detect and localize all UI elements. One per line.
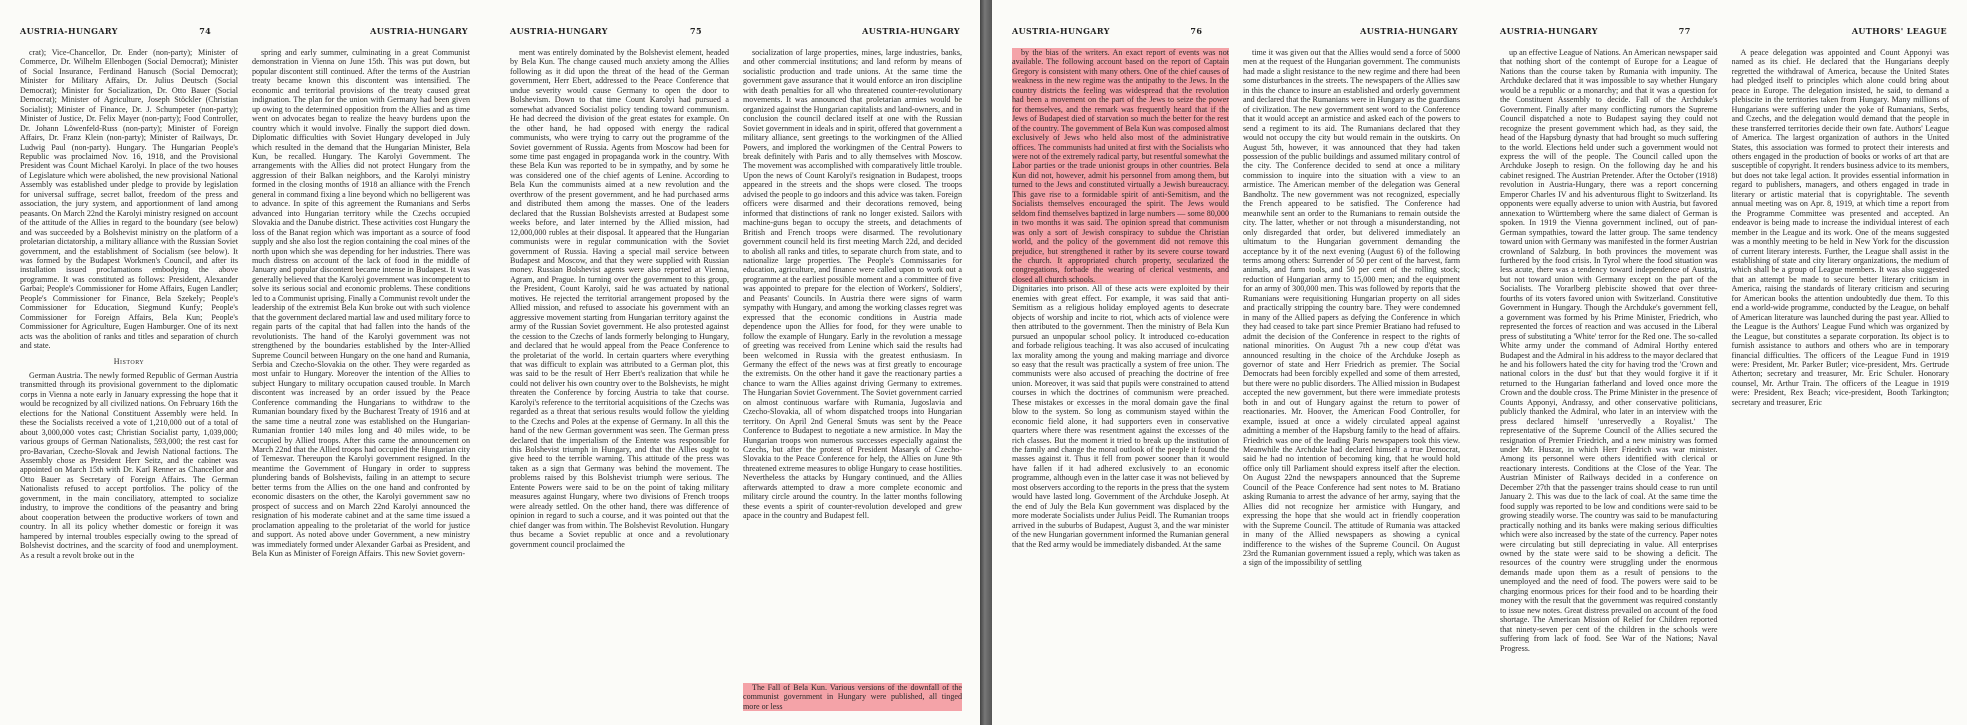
running-head-right: AUSTRIA-HUNGARY xyxy=(370,26,468,36)
body-paragraph: up an effective League of Nations. An American newspaper said that nothing short of the contempt of Europe for a League of Nations than the course taken by Rumania with impunity. The Archduke declared that it was impossible to say whether Hungary would be a republic or a monarchy; and that it was a question for the Constituent Assembly to decide. Fall of the Archduke's Government. Finally after many conflicting rumors the Supreme Council dispatched a note to Budapest saying they could not recognize the present government which had, as they said, the head of the Hapsburg dynasty that had brought so much suffering to the world. Elections held under such a government would not express the will of the people. The Council called upon the Archduke Joseph to resign. On the following day he and his cabinet resigned. The Austrian Pretender. After the October (1918) revolution in Austria-Hungary, there was a report concerning Emperor Charles IV and his adventurous flight to Switzerland. Its opponents were equally adverse to union with Austria, but favored annexation to Württemberg where the same dialect of German is spoken. In 1919 the Vienna government inclined, out of pan-German sympathies, toward the latter group. The same tendency toward union with Germany was manifested in the former Austrian crownland of Salzburg. In both provinces the movement was furthered by the food crisis. In Tyrol where the food situation was less acute, there was a tendency toward independence of Austria, but not toward union with Germany except on the part of the Socialists. The Vorarlberg plebiscite showed that over three-fourths of its voters favored union with Switzerland. Constitutive Government in Hungary. Though the Archduke's government fell, a government was formed by his Prime Minister, Friedrich, who represented the forces of reaction and was accused in the Liberal press of substituting a 'White' terror for the Red one. The so-called White army under the command of Admiral Horthy entered Budapest and the Admiral in his address to the mayor declared that he and his followers hated the city for having trod the 'Crown and national colors in the dust' but that they would forgive it if it returned to the Hungarian fatherland and loved once more the Crown and the double cross. The Prime Minister in the presence of Counts Apponyi, Andrassy, and other conservative politicians, publicly thanked the Admiral, who later in an interview with the press declared himself 'unreservedly a Royalist.' The representative of the Supreme Council of the Allies secured the resignation of Premier Friedrich, and a new ministry was formed under Mr. Huszar, in which Herr Friedrich was war minister. Among its personnel were others identified with clerical or reactionary interests. Conditions at the Close of the Year. The Austrian Minister of Railways decided in a conference on December 27th that the passenger trains should cease to run until January 2. This was due to the lack of coal. At the same time the food supply was reported to be low and conditions were said to be growing steadily worse. The country was said to be manufacturing practically nothing and its banks were making serious difficulties which were also increased by the state of the currency. Paper notes were circulating but still depreciating in value. All enterprises owned by the state were said to be showing a deficit. The resources of the country were struggling under the enormous demands made upon them as a result of pensions to the unemployed and the need of food. The powers were said to be charging enormous prices for their food and to be hoarding their money with the result that the government was required constantly to issue new notes. Great distress prevailed on account of the food shortage. The American Mission of Relief for Children reported that ninety-seven per cent of the children in the schools were suffering from lack of food. See War of the Nations; Naval Progress. xyxy=(1500,48,1718,653)
running-head xyxy=(20,26,468,38)
running-head xyxy=(510,26,960,38)
running-head-left: AUSTRIA-HUNGARY xyxy=(20,26,118,36)
text-columns xyxy=(20,48,470,711)
page-number: 74 xyxy=(199,26,212,36)
section-heading-history: History xyxy=(113,356,145,366)
text-column-left xyxy=(510,48,729,711)
text-column-left xyxy=(1500,48,1718,711)
text-column-left xyxy=(1012,48,1229,711)
text-columns xyxy=(510,48,962,711)
body-paragraph: German Austria. The newly formed Republic of German Austria transmitted through its provisional government to the diplomatic corps in Vienna a note early in January expressing the hope that it would be recognized by all civilized nations. On February 16th the elections for the National Constituent Assembly were held. In these the Socialists received a vote of 1,210,000 out of a total of about 3,000,000 votes cast; Christian Socialist party, 1,039,000; various groups of German Nationalists, 593,000; the rest cast for pro-Bavarian, Czecho-Slovak and Jewish National factions. The Assembly chose as President Herr Seitz, and the cabinet was appointed on March 15th with Dr. Karl Renner as Chancellor and Otto Bauer as Secretary of Foreign Affairs. The German Nationalists refused to accept portfolios. The policy of the government, in the main conciliatory, attempted to socialize industry, to improve the conditions of the peasantry and bring about cooperation between the productive workers of town and country. In all its policy whether domestic or foreign it was hampered by internal troubles especially owing to the spread of Bolshevist doctrines, and the scarcity of food and unemployment. As a result a revolt broke out in the xyxy=(20,370,238,560)
body-paragraph: crat); Vice-Chancellor, Dr. Ender (non-party); Minister of Commerce, Dr. Wilhelm Ellenbogen (Social Democrat); Minister of Social Insurance, Ferdinand Hanusch (Social Democrat); Minister for Military Affairs, Dr. Julius Deutsch (Social Democrat); Minister for Socialization, Dr. Otto Bauer (Social Democrat); Minister of Agriculture, Joseph Stöckler (Christian Socialist); Minister of Finance, Dr. J. Schumpeter (non-party); Minister of Justice, Dr. Felix Mayer (non-party); Food Controller, Dr. Johann Löwenfeld-Russ (non-party); Minister of Foreign Affairs, Dr. Franz Klein (non-party); Minister of Railways, Dr. Ludwig Paul (non-party). Hungary. The Hungarian People's Republic was proclaimed Nov. 16, 1918, and the Provisional President was Count Michael Karolyi. In place of the two houses of Legislature which were abolished, the new provisional National Assembly was established under pledge to provide by legislation for universal suffrage, secret ballot, freedom of the press and association, the jury system, and apportionment of land among peasants. On March 22nd the Karolyi ministry resigned on account of the attitude of the Allies in regard to the boundary (see below) and was succeeded by a Bolshevist ministry on the platform of a proletarian dictatorship, a military alliance with the Russian Soviet government, and the establishment of Socialism (see below). It was formed by the Budapest Workmen's Council, and after its installation issued proclamations embodying the above programme. It was constituted as follows: President, Alexander Garbai; People's Commissioner for Home Affairs, Eugen Landler; People's Commissioner for Finance, Bela Szekely; People's Commissioner for Education, Siegmund Kunfy; People's Commissioner for Foreign Affairs, Bela Kun; People's Commissioner for Agriculture, Eugen Hamburger. One of its next acts was the abolition of ranks and titles and separation of church and state. xyxy=(20,48,238,351)
body-paragraph: socialization of large properties, mines, large industries, banks, and other commercial institutions; and land reform by means of socialistic production and trade unions. At the same time the government gave assurance that it would enforce an iron discipline with death penalties for all who threatened counter-revolutionary movements. It was announced that proletarian armies would be organized against the Hungarian capitalists and land-owners, and in conclusion the council declared itself at one with the Russian Soviet government in ideals and in spirit, offered that government a military alliance, sent greetings to the workingmen of the Allied Powers, and implored the workingmen of the Central Powers to break definitely with Paris and to ally themselves with Moscow. The movement was accomplished with comparatively little trouble. Upon the news of Count Karolyi's resignation in Budapest, troops appeared in the streets and the shops were closed. The troops advised the people to go indoors and this advice was taken. Foreign officers were disarmed and their decorations removed, being informed that distinctions of rank no longer existed. Sailors with machine-guns began to occupy the streets, and detachments of British and French troops were disarmed. The revolutionary government council held its first meeting March 22d, and decided to abolish all ranks and titles, to separate church from state, and to nationalize large properties. The People's Commissaries for education, agriculture, and finance were called upon to work out a programme at the earliest possible moment and a committee of five was appointed to prepare for the election of Workers', Soldiers', and Peasants' Councils. In Austria there were signs of warm sympathy with Hungary, and among the working classes regret was expressed that the economic conditions in Austria made dependence upon the Allies for food, for they were unable to follow the example of Hungary. Early in the revolution a message of greeting was received from Lenine which said the results had been welcomed in Russia with the greatest enthusiasm. In Germany the effect of the news was at first greatly to encourage the extremists. On the other hand it gave the reactionary parties a chance to warn the Allies against driving Germany to extremes. The Hungarian Soviet Government. The Soviet government carried on almost continuous warfare with Rumania, Jugoslavia and Czecho-Slovakia, all of whom dispatched troops into Hungarian territory. On April 2nd General Smuts was sent by the Peace Conference to Budapest to negotiate a new armistice. In May the Hungarian troops won numerous successes especially against the Czechs, but after the protest of President Masaryk of Czecho-Slovakia to the Peace Conference for help, the Allies on June 9th threatened extreme measures to oblige Hungary to cease hostilities. Nevertheless the attacks by Hungary continued, and the Allies afterwards attempted to draw a more complete economic and military circle around the country. In the latter months following these events a spirit of counter-revolution developed and grew apace in the country and Budapest fell. xyxy=(743,48,962,521)
body-paragraph: Dignitaries into prison. All of these acts were exploited by their enemies with great effect. For example, it was said that anti-Semitism as a religious holiday employed agents to desecrate objects of worship and incite to riot, which acts of violence were then attributed to the government. Then the ministry of Bela Kun pursued an unpopular school policy. It introduced co-education and forbade religious teaching. It was also accused of inculcating lax morality among the young and making marriage and divorce so easy that the result was practically a system of free union. The communists were also accused of preaching the doctrine of free union. Moreover, it was said that pupils were constrained to attend courses in which the doctrines of communism were preached. These mistakes or excesses in the moral domain gave the final blow to the system. So long as communism stayed within the economic field alone, it had supporters even in conservative quarters where there was resentment against the excesses of the rich classes. But the moment it tried to break up the institution of the family and change the moral outlook of the people it found the masses against it. Thus it fell from power sooner than it would have fallen if it had adhered exclusively to an economic programme, although even in the latter case it was not believed by most observers according to the reports in the press that the system would have lasted long. Government of the Archduke Joseph. At the end of July the Bela Kun government was displaced by the more moderate Socialists under Julius Peidl. The Rumanian troops arrived in the suburbs of Budapest, August 3, and the war minister of the new Hungarian government informed the Rumanian general that the Red army would be immediately disbanded. At the same xyxy=(1012,284,1229,549)
text-column-right xyxy=(252,48,470,711)
running-head-right: AUSTRIA-HUNGARY xyxy=(862,26,960,36)
page-77 xyxy=(1480,8,1967,719)
text-columns xyxy=(1500,48,1949,711)
text-column-right xyxy=(1732,48,1950,711)
text-column-right xyxy=(743,48,962,711)
running-head-right: AUTHORS' LEAGUE xyxy=(1851,26,1947,36)
page-76 xyxy=(992,8,1478,719)
text-column-right xyxy=(1243,48,1460,711)
page-number: 77 xyxy=(1678,26,1691,36)
body-paragraph: ment was entirely dominated by the Bolshevist element, headed by Bela Kun. The change caused much anxiety among the Allies following as it did upon the threat of the head of the German government, Herr Ebert, addressed to the Peace Conference that undue severity would cause Germany to open the door to Bolshevism. Down to that time Count Karolyi had pursued a somewhat advanced Socialist policy tending toward communism. He had decreed the division of the great estates for example. On the other hand, he had opposed with energy the radical communists, who were trying to carry out the programme of the Soviet government of Russia. Agents from Moscow had been for some time past engaged in propaganda work in the country. With these Bela Kun was reported to be in sympathy, and by some he was considered one of the chief agents of Lenine. According to Bela Kun the communists aimed at a new revolution and the overthrow of the present government, and he had purchased arms and distributed them among the masses. One of the leaders declared that the Russian Bolshevists arrested at Budapest some weeks before, and later interned by the Allied mission, had 12,000,000 rubles at their disposal. It appeared that the Hungarian communists were in regular communication with the Soviet government of Russia. Having a special mail service between Budapest and Moscow, and that they were supplied with Russian money. Russian Bolshevist agents were also reported at Vienna, Agram, and Prague. In turning over the government to this group, the President, Count Karolyi, said he was actuated by national motives. He rejected the territorial arrangement proposed by the Allied mission, and refused to associate his government with an aggressive movement starting from Hungarian territory against the army of the Russian Soviet government. He also protested against the cession to the Czechs of lands formerly belonging to Hungary, and declared that he would appeal from the Peace Conference to the proletariat of the world. In certain quarters where everything that was difficult to explain was attributed to a German plot, this was said to be the result of Herr Ebert's realization that while he could not deliver his own country over to the Bolshevists, he might threaten the Conference by forcing Austria to take that course. Karolyi's reference to the territorial acquisitions of the Czechs was regarded as a threat that serious results would follow the yielding to the Czechs and Poles at the expense of Germany. In all this the hand of the new German government was seen. The German press declared that the imperialism of the Entente was responsible for this Bolshevist triumph in Hungary, and that the Allies ought to give heed to the terrible warning. This attitude of the press was taken as a sign that Germany was behind the movement. The problems raised by this Bolshevist triumph were serious. The Entente Powers were said to be on the point of taking military measures against Hungary, where two divisions of French troops were already settled. On the other hand, there was difference of opinion in regard to such a course, and it was pointed out that the chief danger was from within. The Bolshevist Revolution. Hungary thus became a Soviet republic at once and a revolutionary government council proclaimed the xyxy=(510,48,729,549)
running-head-left: AUSTRIA-HUNGARY xyxy=(1500,26,1598,36)
text-column-left xyxy=(20,48,238,711)
left-page-spread xyxy=(0,0,980,725)
body-paragraph: spring and early summer, culminating in a great Communist demonstration in Vienna on June 15th. This was put down, but popular discontent still continued. After the terms of the Austrian treaty became known this discontent was intensified. The economic and territorial provisions of the treaty caused great indignation. The plan for the union with Germany had been given up owing to the determined opposition from the Allies and as time went on advocates began to realize the heavy burdens upon the country which it would involve. Finally the support died down. Diplomatic difficulties with Soviet Hungary developed in July which resulted in the demand that the Hungarian Minister, Bela Kun, be recalled. Hungary. The Karolyi Government. The arrangements with the Allies did not protect Hungary from the aggression of their Balkan neighbors, and the Karolyi ministry formed in the closing months of 1918 an alliance with the French general in command fixing a line beyond which no belligerent was to advance. In spite of this agreement the Rumanians and Serbs advanced into Hungarian territory while the Czechs occupied Slovakia and the Danube district. These activities cost Hungary the loss of the Banat region which was important as a source of food supply and she also lost the region containing the coal mines of the north upon which she was depending for her industries. There was much distress on account of the lack of food in the middle of January and popular discontent became intense in Budapest. It was generally believed that the Karolyi government was incompetent to solve its serious social and economic problems. These conditions led to a Communist uprising. Finally a Communist revolt under the leadership of the extremist Bela Kun broke out with such violence that the government declared martial law and used military force to regain parts of the capital that had fallen into the hands of the revolutionists. The hand of the Karolyi government was not strengthened by the boundaries established by the Inter-Allied Supreme Council between Hungary on the one hand and Rumania, Serbia and Czecho-Slovakia on the other. They were regarded as most unfair to Hungary. Moreover the intention of the Allies to subject Hungary to military occupation caused trouble. In March discontent was increased by an order issued by the Peace Conference commanding the Hungarians to withdraw to the Rumanian boundary fixed by the Bucharest Treaty of 1916 and at the same time a neutral zone was established on the Hungarian-Rumanian frontier 140 miles long and 40 miles wide, to be occupied by Allied troops. After this came the announcement on March 22nd that the Allied troops had occupied the Hungarian city of Temesvar. Thereupon the Karolyi government resigned. In the meantime the Government of Hungary in order to suppress plundering bands of Bolshevists, failing in an attempt to secure better terms from the Allies on the one hand and confronted by economic disasters on the other, the Karolyi government saw no prospect of success and on March 22nd Karolyi announced the resignation of his moderate cabinet and at the same time issued a proclamation appealing to the proletariat of the world for justice and support. As noted above under Government, a new ministry was immediately formed under Alexander Garbai as President, and Bela Kun as Minister of Foreign Affairs. This new Soviet govern- xyxy=(252,48,470,559)
highlighted-passage: by the bias of the writers. An exact report of events was not available. The following account based on the report of Captain Gregory is consistent with many others. One of the chief causes of weakness in the new regime was the antipathy to the Jews. In the country districts the feeling was widespread that the revolution had been a movement on the part of the Jews to seize the power for themselves, and the remark was frequently heard that if the Jews of Budapest died of starvation so much the better for the rest of the country. The government of Bela Kun was composed almost exclusively of Jews who held also most of the administrative offices. The communists had united at first with the Socialists who were not of the extremely radical party, but resentful somewhat the Labor parties or the trade unionist groups in other countries. Bela Kun did not, however, admit his personnel from among them, but turned to the Jews and constituted virtually a Jewish bureaucracy. This gave rise to a formidable spirit of anti-Semitism, and the Socialists themselves encouraged the spirit. The Jews would seldom find themselves baptized in large numbers — some 80,000 in two months it was said. The opinion spread that communism was only a sort of Jewish conspiracy to subdue the Christian world, and the policy of the government did not remove this prejudice, but strengthened it rather by its severe course toward the church. It appropriated church property, secularized the congregations, forbade the wearing of clerical vestments, and closed all church schools. xyxy=(1012,48,1229,284)
page-75 xyxy=(490,8,980,719)
book-gutter xyxy=(980,0,992,725)
highlighted-passage: The Fall of Bela Kun. Various versions of the downfall of the communist government in Hungary were published, all tinged more or less xyxy=(743,682,962,711)
body-paragraph: A peace delegation was appointed and Count Apponyi was named as its chief. He declared that the Hungarians deeply regretted the withdrawal of America, because the United States had pledged itself to principles which alone could bring about peace in Europe. The delegation insisted, he said, to demand a plebiscite in the territories taken from Hungary. Many millions of Hungarians were suffering under the yoke of Rumanians, Serbs, and Czechs, and the delegation would demand that the people in these transferred territories decide their own fate. Authors' League of America. The largest organization of authors in the United States, this association was formed to protect their interests and others engaged in the production of books or works of art that are susceptible of copyright. It renders business advice to its members, but does not take legal action. It provides essential information in regard to publishers, managers, and others engaged in trade in literary or artistic material that is copyrightable. The seventh annual meeting was on Apr. 8, 1919, at which time a report from the Programme Committee was presented and accepted. An endeavor is being made to increase the individual interest of each member in the League and its work. One of the means suggested was a monthly meeting to be held in New York for the discussion of current literary interests. Further, the League shall assist in the establishing of state and city literary organizations, the medium of which shall be a group of League members. It was also suggested that an attempt be made to secure better literary criticism in America, raising the standards of literary criticism and securing for American books the attention undoubtedly due them. To this end a world-wide programme, conducted by the League, on behalf of American literature was launched during the past year. Allied to the League is the Authors' League Fund which was organized by the League, but constitutes a separate corporation. Its object is to furnish assistance to authors and others who are in temporary financial difficulties. The officers of the League Fund in 1919 were: President, Mr. Parker Butler; vice-president, Mrs. Gertrude Atherton; secretary and treasurer, Mr. Eric Schuler. Honorary counsel, Mr. Arthur Train. The officers of the League in 1919 were: President, Rex Beach; vice-president, Booth Tarkington; secretary and treasurer, Eric xyxy=(1731,48,1949,407)
running-head-right: AUSTRIA-HUNGARY xyxy=(1360,26,1458,36)
running-head-left: AUSTRIA-HUNGARY xyxy=(510,26,608,36)
body-paragraph: time it was given out that the Allies would send a force of 5000 men at the request of the Hungarian government. The communists had made a slight resistance to the new regime and there had been some disturbances in the streets. The newspapers of the Allies saw in this the chance to insure an established and orderly government and declared that the Rumanians were in Hungary as the guardians of civilization. The new government sent word to the Conference that it would accept an armistice and asked each of the powers to send a regiment to its aid. The Rumanians declared that they would not occupy the city but would remain in the outskirts. On August 5th, however, it was announced that they had taken possession of the public buildings and assumed military control of the city. The Conference decided to send at once a military commission to inquire into the situation with a view to an armistice. The American member of the delegation was General Bandholtz. The new government was not recognized, especially the French appeared to be satisfied. The Conference had meanwhile sent an order to the Rumanians to remain outside the city. The latter, whether or not through a misunderstanding, not only disregarded that order, but delivered immediately an ultimatum to the Hungarian government demanding the acceptance by it of the next evening (August 6) of the following terms among others: Surrender of 50 per cent of the harvest, farm animals, and farm tools, and 50 per cent of the rolling stock; reduction of Hungarian army to 15,000 men; and the equipment for an army of 300,000 men. This was followed by reports that the Rumanians were requisitioning Hungarian property on all sides and practically stripping the country bare. They were condemned in many of the Allied papers as defying the Conference in which they had ceased to take part since Premier Bratiano had refused to admit the decision of the Conference in respect to the rights of national minorities. On August 7th a new coup d'état was announced resulting in the choice of the Archduke Joseph as governor of state and Herr Friedrich as premier. The Social Democrats had been forcibly expelled and some of them arrested, but there were no public disorders. The Allied mission in Budapest accepted the new government, but there were immediate protests both in and out of Hungary against the return to power of reactionaries. Mr. Hoover, the American Food Controller, for example, issued at once a widely circulated appeal against admitting a member of the Hapsburg family to the head of affairs. Friedrich was one of the leading Paris newspapers took this view. Meanwhile the Archduke had declared himself a true Democrat, said he had no intention of becoming king, that he would hold office only till Parliament should express itself after the election. On August 22nd the newspapers announced that the Supreme Council of the Peace Conference had sent notes to M. Bratiano asking Rumania to arrest the advance of her army, saying that the Allies did not recognize her armistice with Hungary, and expressing the hope that she would act in friendly cooperation with the Supreme Council. The attitude of Rumania was attacked in many of the Allied newspapers as showing a cynical indifference to the wishes of the Supreme Council. On August 23rd the Rumanian government issued a reply, which was taken as a sign of the impossibility of settling xyxy=(1243,48,1460,568)
page-number: 75 xyxy=(690,26,702,36)
page-number: 76 xyxy=(1190,26,1203,36)
text-columns xyxy=(1012,48,1460,711)
right-page-spread xyxy=(992,0,1967,725)
running-head xyxy=(1012,26,1458,38)
running-head xyxy=(1500,26,1947,38)
page-74 xyxy=(0,8,488,719)
running-head-left: AUSTRIA-HUNGARY xyxy=(1012,26,1110,36)
